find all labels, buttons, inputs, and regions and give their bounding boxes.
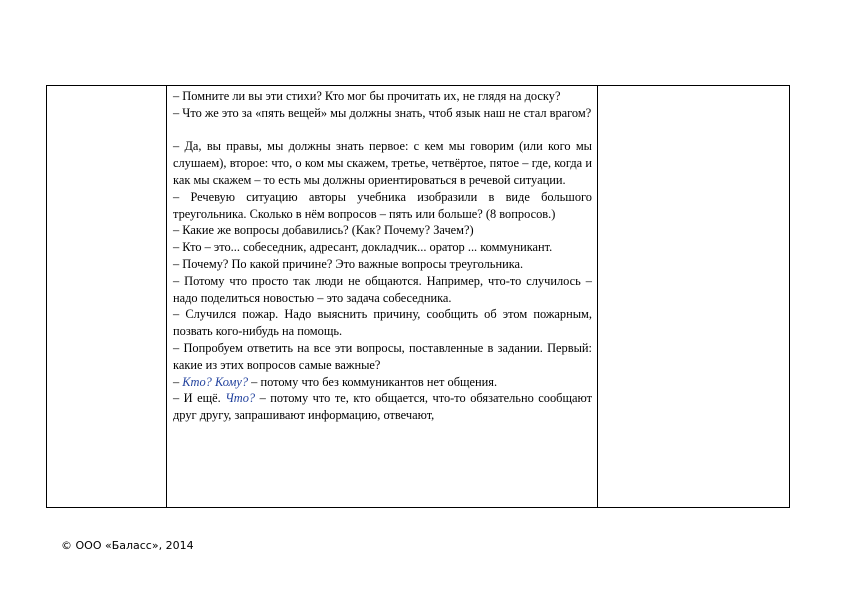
paragraph-who-whom [173,374,592,391]
paragraph-triangle: – Речевую ситуацию авторы учебника изобразили в виде большого треугольника. Сколько в нём вопросов – пять или больше? (8 вопросов.) [173,189,592,221]
right-column-cell [598,86,790,508]
paragraph-speech-situation: – Да, вы правы, мы должны знать первое: с кем мы говорим (или кого мы слушаем), второе: что, о ком мы скажем, третье, четвёртое, пятое – где, когда и как мы скажем – то есть мы должны ориентироваться в речевой ситуации. [173,139,592,187]
highlight-question: Что? [225,391,256,406]
left-column-cell [47,86,167,508]
footer-copyright: © ООО «Баласс», 2014 [61,539,194,552]
lesson-text [167,86,597,424]
paragraph-who: – Кто – это... собеседник, адресант, докладчик... оратор ... коммуникант. [173,240,553,255]
paragraph-fire: – Случился пожар. Надо выяснить причину, сообщить об этом пожарным, позвать кого-нибудь на помощь. [173,307,592,339]
explanation-text: – потому что те, кто общается, что-то обязательно сообщают друг другу, запрашивают информацию, отвечают, [173,391,592,423]
table-row [47,86,790,508]
explanation-text: – потому что без коммуникантов нет общения. [248,374,498,389]
dash-text: – И ещё. [173,391,226,406]
paragraph-try-answer: – Попробуем ответить на все эти вопросы, поставленные в задании. Первый: какие из этих вопросов самые важные? [173,340,592,372]
paragraph-because: – Потому что просто так люди не общаются. Например, что-то случилось – надо поделиться новостью – это задача собеседника. [173,273,592,305]
paragraph-added-questions: – Какие же вопросы добавились? (Как? Почему? Зачем?) [173,223,474,238]
highlight-question: Кто? Кому? [182,374,249,389]
lesson-table [46,85,790,508]
paragraph-why: – Почему? По какой причине? Это важные вопросы треугольника. [173,256,524,271]
paragraph-what [173,390,592,424]
paragraph-five-things: – Что же это за «пять вещей» мы должны знать, чтоб язык наш не стал врагом? [173,105,592,120]
content-column-cell [167,86,598,508]
dash-text: – [173,374,183,389]
paragraph-spacer [173,122,592,139]
paragraph-remember-poems: – Помните ли вы эти стихи? Кто мог бы прочитать их, не глядя на доску? [173,89,561,103]
